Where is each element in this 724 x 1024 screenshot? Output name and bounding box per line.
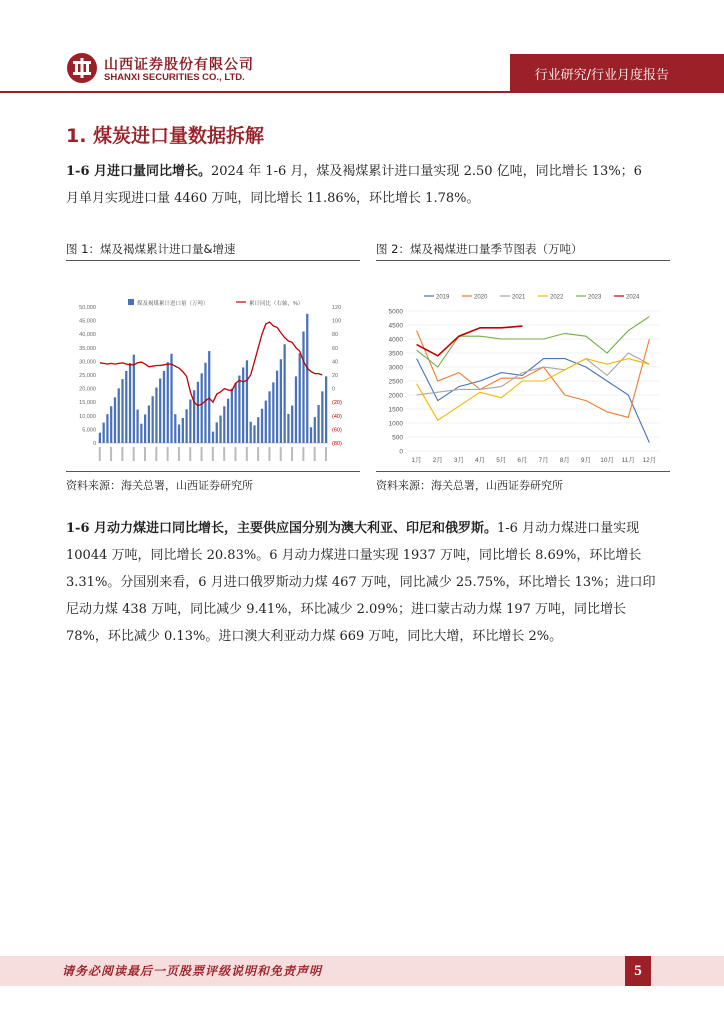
bar — [314, 417, 316, 443]
bar — [238, 376, 240, 443]
bar — [272, 382, 274, 443]
y-tick-label: 4000 — [388, 336, 403, 344]
bar — [136, 410, 138, 443]
x-tick-label: 10月 — [600, 457, 614, 464]
bar — [167, 362, 169, 443]
y-left-tick-label: 20,000 — [79, 386, 96, 393]
page-header — [0, 0, 724, 100]
y-tick-label: 2500 — [388, 378, 403, 386]
bar — [133, 355, 135, 443]
y-tick-label: 4500 — [388, 322, 403, 330]
report-type-badge — [510, 54, 724, 92]
bar — [276, 371, 278, 443]
x-tick-mark — [110, 447, 112, 461]
y-right-tick-label: 120 — [332, 305, 342, 311]
bar — [231, 389, 233, 443]
page-footer — [0, 940, 724, 1024]
x-tick-mark — [189, 447, 191, 461]
bar — [280, 359, 282, 443]
bar — [265, 401, 267, 443]
figure-1 — [66, 238, 360, 492]
y-left-tick-label: 5,000 — [82, 427, 96, 434]
x-tick-label: 3月 — [453, 457, 464, 464]
y-tick-label: 3500 — [388, 350, 403, 358]
x-tick-label: 5月 — [496, 457, 507, 464]
bar — [302, 331, 304, 443]
section-title: 1. 煤炭进口量数据拆解 — [66, 125, 265, 147]
x-tick-mark — [302, 447, 304, 461]
y-right-tick-label: 100 — [332, 318, 342, 325]
page-number: 5 — [625, 956, 651, 986]
y-left-tick-label: 0 — [92, 441, 96, 447]
figure-1-source: 资料来源：海关总署，山西证券研究所 — [66, 471, 360, 493]
legend-swatch-bars — [128, 299, 134, 305]
x-tick-mark — [167, 447, 169, 461]
bar — [106, 414, 108, 443]
bar — [159, 379, 161, 443]
bar — [121, 379, 123, 443]
x-tick-mark — [155, 447, 157, 461]
x-tick-label: 8月 — [559, 457, 570, 464]
legend-label: 2020 — [474, 294, 488, 301]
x-tick-mark — [99, 447, 101, 461]
y-right-tick-label: 40 — [332, 359, 339, 366]
bar — [227, 399, 229, 443]
x-tick-mark — [257, 447, 259, 461]
y-left-tick-label: 30,000 — [79, 359, 96, 366]
bar — [223, 406, 225, 443]
bar — [246, 360, 248, 443]
legend-label: 2022 — [550, 294, 564, 301]
y-left-tick-label: 45,000 — [79, 318, 96, 325]
figure-2-source: 资料来源：海关总署，山西证券研究所 — [376, 471, 670, 493]
bar — [197, 382, 199, 443]
x-tick-mark — [268, 447, 270, 461]
header-divider — [0, 91, 724, 93]
paragraph-thermal-coal — [66, 515, 658, 650]
y-right-tick-label: 20 — [332, 373, 339, 379]
x-tick-mark — [223, 447, 225, 461]
x-tick-label: 11月 — [621, 457, 635, 464]
bar — [204, 363, 206, 443]
legend-label-bars: 煤及褐煤累计进口量（万吨） — [137, 301, 209, 307]
x-tick-mark — [133, 447, 135, 461]
bar — [299, 353, 301, 443]
bar — [193, 390, 195, 443]
y-right-tick-label: 80 — [332, 332, 339, 339]
x-tick-label: 1月 — [411, 457, 422, 464]
x-tick-label: 9月 — [580, 457, 591, 464]
x-tick-mark — [201, 447, 203, 461]
legend-label-line: 累计同比（右轴，%） — [249, 301, 304, 307]
company-name-cn: 山西证券股份有限公司 — [104, 57, 254, 73]
bar — [261, 409, 263, 443]
bar — [182, 418, 184, 443]
bar — [325, 376, 327, 443]
bar — [148, 405, 150, 443]
bar — [242, 367, 244, 443]
company-name-en: SHANXI SECURITIES CO., LTD. — [104, 72, 245, 83]
y-right-tick-label: (80) — [332, 441, 342, 447]
y-right-tick-label: (20) — [332, 400, 342, 407]
figure-1-title: 图 1：煤及褐煤累计进口量&增速 — [66, 238, 360, 261]
x-tick-mark — [212, 447, 214, 461]
x-tick-label: 2月 — [432, 457, 443, 464]
x-tick-mark — [314, 447, 316, 461]
bar — [140, 424, 142, 443]
x-tick-label: 6月 — [517, 457, 528, 464]
bar — [268, 391, 270, 443]
bar — [144, 414, 146, 443]
bar — [310, 427, 312, 443]
bar — [291, 405, 293, 443]
bar — [219, 416, 221, 443]
y-right-tick-label: (60) — [332, 427, 342, 434]
x-tick-label: 7月 — [538, 457, 549, 464]
legend-label: 2023 — [588, 294, 602, 301]
bar — [178, 425, 180, 443]
y-left-tick-label: 40,000 — [79, 332, 96, 339]
bar — [114, 397, 116, 443]
figure-2-title: 图 2：煤及褐煤进口量季节图表（万吨） — [376, 238, 670, 261]
y-right-tick-label: (40) — [332, 413, 342, 420]
bar — [103, 423, 105, 443]
x-tick-mark — [246, 447, 248, 461]
bar — [110, 406, 112, 443]
x-tick-mark — [291, 447, 293, 461]
bar — [253, 425, 255, 443]
bar — [317, 405, 319, 443]
bar — [321, 391, 323, 443]
bar — [185, 409, 187, 443]
figure-2 — [376, 238, 670, 492]
bar — [170, 354, 172, 443]
bar — [306, 314, 308, 443]
bar — [163, 371, 165, 443]
y-left-tick-label: 15,000 — [79, 400, 96, 407]
bar — [257, 417, 259, 443]
bar — [295, 376, 297, 443]
legend-label: 2021 — [512, 294, 526, 301]
bar — [152, 396, 154, 443]
y-tick-label: 0 — [399, 448, 403, 456]
y-left-tick-label: 50,000 — [79, 305, 96, 311]
report-type-label: 行业研究/行业月度报告 — [534, 67, 669, 83]
y-tick-label: 3000 — [388, 364, 403, 372]
x-tick-mark — [234, 447, 236, 461]
x-tick-label: 4月 — [475, 457, 486, 464]
x-tick-mark — [178, 447, 180, 461]
bar — [189, 399, 191, 443]
legend-label: 2024 — [626, 294, 640, 301]
disclaimer-link[interactable]: 请务必阅读最后一页股票评级说明和免责声明 — [62, 964, 323, 978]
y-right-tick-label: 0 — [332, 386, 336, 393]
y-tick-label: 2000 — [388, 392, 403, 400]
bar — [118, 388, 120, 443]
figure-2-chart — [376, 263, 670, 468]
bar — [125, 371, 127, 443]
bar — [155, 388, 157, 443]
x-tick-mark — [121, 447, 123, 461]
bar — [212, 432, 214, 443]
y-tick-label: 1000 — [388, 420, 403, 428]
y-left-tick-label: 25,000 — [79, 373, 96, 379]
x-tick-mark — [325, 447, 327, 461]
legend-label: 2019 — [436, 294, 450, 301]
bar — [99, 433, 101, 443]
bar — [216, 422, 218, 443]
bar — [201, 373, 203, 443]
bar — [234, 383, 236, 443]
paragraph-lead: 1-6 月动力煤进口同比增长，主要供应国分别为澳大利亚、印尼和俄罗斯。 — [66, 521, 498, 536]
x-tick-mark — [144, 447, 146, 461]
bar — [250, 422, 252, 443]
y-tick-label: 500 — [392, 434, 403, 442]
y-right-tick-label: 60 — [332, 345, 339, 352]
bar — [174, 414, 176, 443]
y-left-tick-label: 35,000 — [79, 345, 96, 352]
company-logo-icon — [66, 52, 98, 84]
figure-1-chart — [66, 263, 360, 468]
x-tick-mark — [280, 447, 282, 461]
bar — [129, 363, 131, 443]
y-tick-label: 5000 — [388, 308, 403, 316]
paragraph-lead: 1-6 月进口量同比增长。 — [66, 164, 212, 179]
y-tick-label: 1500 — [388, 406, 403, 414]
paragraph-body: 1-6 月动力煤进口量实现 10044 万吨，同比增长 20.83%。6 月动力煤进口量实现 1937 万吨，同比增长 8.69%，环比增长 3.31%。分国别来看，6 月进口俄罗斯动力煤 467 万吨，同比减少 25.75%，环比增长 13%；进口印尼动力煤 438 万吨，同比减少 9.41%，环比减少 2.09%；进口蒙古动力煤 197 万吨，同比增长 78%，环比减少 0.13%。进口澳大利亚动力煤 669 万吨，同比大增，环比增长 2%。 — [66, 521, 656, 644]
bar — [287, 414, 289, 443]
paragraph-imports — [66, 158, 658, 212]
x-tick-label: 12月 — [642, 457, 657, 464]
paragraph-body: 2024 年 1-6 月，煤及褐煤累计进口量实现 2.50 亿吨，同比增长 13%；6 月单月实现进口量 4460 万吨，同比增长 11.86%，环比增长 1.78%。 — [66, 164, 642, 206]
y-left-tick-label: 10,000 — [79, 413, 96, 420]
bar — [208, 351, 210, 443]
bar — [284, 344, 286, 443]
